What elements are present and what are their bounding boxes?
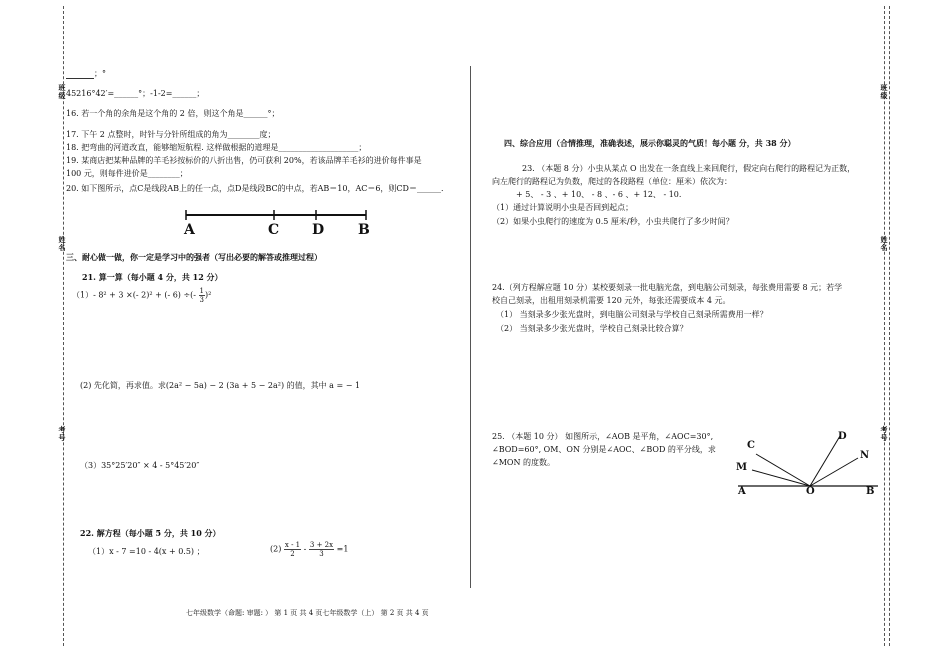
figure-label-o: O [806,486,815,497]
question-21-3: （3）35°25′20″ × 4 - 5°45′20″ [80,461,200,470]
question-19-line-1: 19. 某商店把某种品牌的羊毛衫按标价的八折出售，仍可获利 20%，若该品牌羊毛衫的进价每件事是 [66,156,422,165]
figure-label-d: D [838,431,847,442]
segment-figure [180,204,380,238]
q22-2-rhs: =1 [336,544,349,554]
question-15: 45216°42′=______°；-1-2=______； [66,89,205,98]
fraction-denominator: 3 [199,296,204,304]
question-23-line-1: 23. （本题 8 分）小虫从某点 O 出发在一条直线上来回爬行，假定向右爬行的路程记为正数， [522,164,856,173]
page-footer: 七年级数学（命题: 审题: ） 第 1 页 共 4 页七年级数学（上） 第 2 页 共 4 页 [186,609,429,617]
blank-line [66,70,94,79]
right-margin-mark-mid: 姓名 [880,236,889,252]
right-binding-line-1 [884,6,885,646]
segment-label-d: D [312,222,325,238]
q22-2-label: (2) [270,544,282,554]
question-19-line-2: 100 元，则每件进价是________； [66,169,188,178]
question-21-1 [72,287,211,304]
left-top-tail-text: ；° [94,69,106,78]
question-25-line-1: 25. （本题 10 分） 如图所示，∠AOB 是平角，∠AOC=30°, [492,432,714,441]
page-divider [470,66,471,588]
question-22-2 [270,541,348,558]
fraction-numerator: 1 [199,287,204,295]
figure-label-b: B [866,486,875,497]
question-24-part-1: （1） 当刻录多少张光盘时，到电脑公司刻录与学校自己刻录所需费用一样？ [496,310,768,319]
question-24-line-2: 校自己刻录，出租用刻录机需要 120 元外，每张还需要成本 4 元。 [492,296,731,305]
fraction-numerator: 3 + 2x [309,541,334,549]
question-18: 18. 把弯曲的河道改直，能够缩短航程. 这样做根据的道理是____________________； [66,143,367,152]
right-binding-line-2 [889,6,890,646]
q22-2-operator: - [303,544,307,554]
section-3-heading: 三、耐心做一做，你一定是学习中的强者（写出必要的解答或推理过程） [66,252,322,262]
figure-label-c: C [747,440,755,451]
question-17: 17. 下午 2 点整时，时针与分针所组成的角为________度； [66,130,276,139]
question-16: 16. 若一个角的余角是这个角的 2 倍，则这个角是______°； [66,109,280,118]
q22-2-fraction-1 [284,541,301,558]
fraction-denominator: 2 [290,550,295,558]
right-margin-mark-top: 班级 [880,84,889,100]
left-margin-mark-top: 班级 [58,84,67,100]
figure-label-m: M [736,462,748,473]
question-23-part-1: （1）通过计算说明小虫是否回到起点； [492,203,634,212]
figure-label-n: N [860,450,870,461]
figure-label-a: A [738,486,746,497]
fraction-denominator: 3 [319,550,324,558]
question-21-heading: 21. 算一算（每小题 4 分，共 12 分） [82,272,223,282]
segment-label-a: A [184,222,195,238]
question-24-line-1: 24.（列方程解应题 10 分）某校要刻录一批电脑光盘，到电脑公司刻录，每张费用需要 8 元；若学 [492,283,843,292]
fraction-numerator: x - 1 [284,541,301,549]
question-22-heading: 22. 解方程（每小题 5 分，共 10 分） [80,528,221,538]
question-24-part-2: （2） 当刻录多少张光盘时，学校自己刻录比较合算？ [496,324,688,333]
question-20: 20. 如下图所示，点C是线段AB上的任一点，点D是线段BC的中点，若AB＝10，AC＝6，则CD＝______． [66,184,449,193]
right-margin-mark-bot: 考号 [880,426,889,442]
question-23-path-values: + 5、 - 3 、+ 10、 - 8 、- 6 、+ 12、 - 10. [516,190,682,199]
question-21-2: (2) 先化简，再求值。求(2a² − 5a) − 2 (3a + 5 − 2a²) 的值，其中 a = − 1 [80,381,361,390]
q22-2-fraction-2 [309,541,334,558]
left-margin-mark-bot: 考号 [58,426,67,442]
question-23-line-2: 向左爬行的路程记为负数，爬过的各段路程（单位：厘米）依次为： [492,177,732,186]
left-binding-line [63,6,64,646]
q21-1-expression: （1）- 8² + 3 ×(- 2)² + (- 6) ÷(- [72,290,196,300]
section-4-heading: 四、综合应用（合情推理，准确表述，展示你聪灵的气质！每小题 分，共 38 分） [504,138,796,148]
segment-label-c: C [268,222,280,238]
question-22-1: （1）x - 7 =10 - 4(x + 0.5) ； [88,547,205,556]
segment-label-b: B [358,222,370,238]
left-top-tail [66,69,106,79]
question-25-line-3: ∠MON 的度数。 [492,458,555,467]
question-25-line-2: ∠BOD=60°, OM、ON 分别是∠AOC、∠BOD 的平分线，求 [492,445,716,454]
left-margin-mark-mid: 姓名 [58,236,67,252]
q21-1-exponent: )² [205,290,212,300]
question-23-part-2: （2）如果小虫爬行的速度为 0.5 厘米/秒，小虫共爬行了多少时间？ [492,217,734,226]
